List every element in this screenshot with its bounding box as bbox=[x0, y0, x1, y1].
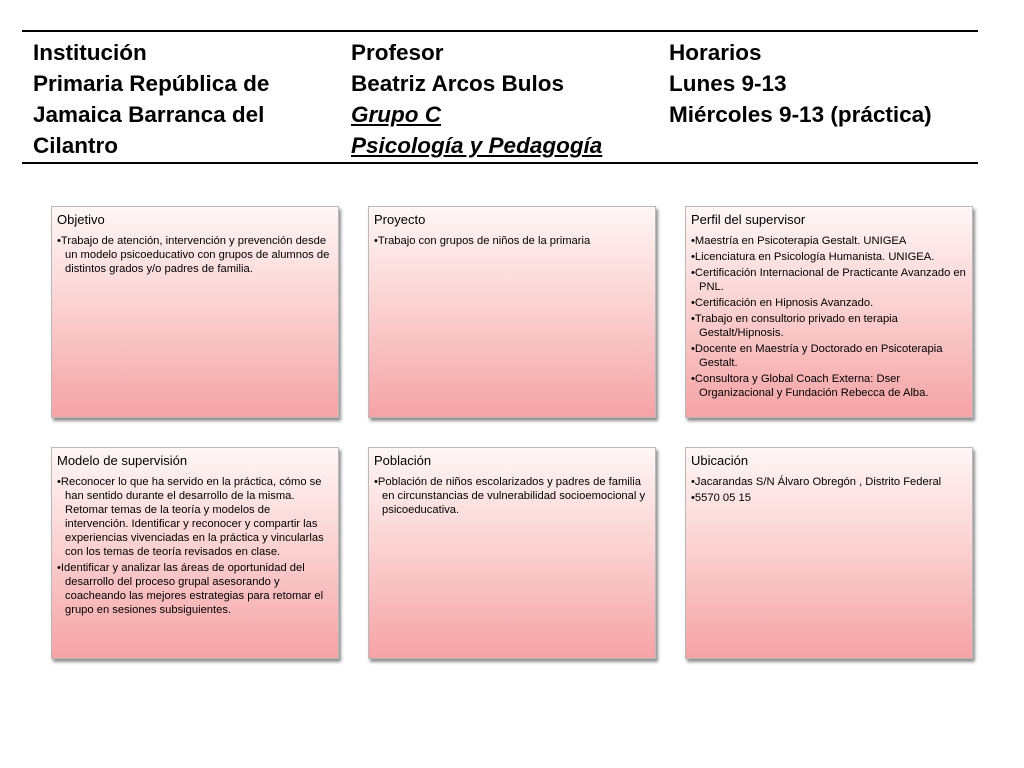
card-title: Ubicación bbox=[691, 453, 749, 468]
card-title: Población bbox=[374, 453, 432, 468]
card-list bbox=[691, 475, 967, 505]
list-item: • Trabajo de atención, intervención y prevención desde un modelo psicoeducativo con grupos de alumnos de distintos grados y/o padres de familia. bbox=[57, 234, 333, 276]
card-list bbox=[57, 475, 333, 617]
header-bottom-rule bbox=[22, 162, 978, 164]
profesor-label: Profesor bbox=[351, 40, 444, 65]
list-item: • Población de niños escolarizados y padres de familia en circunstancias de vulnerabilidad socioemocional y psicoeducativa. bbox=[374, 475, 650, 517]
card-objetivo bbox=[51, 206, 339, 418]
list-item: • Identificar y analizar las áreas de oportunidad del desarrollo del proceso grupal asesorando y coacheando las mejores estrategias para retomar el grupo en sesiones subsiguientes. bbox=[57, 561, 333, 617]
header-horarios bbox=[669, 37, 974, 130]
card-title: Perfil del supervisor bbox=[691, 212, 806, 227]
institucion-line-3: Cilantro bbox=[33, 133, 119, 158]
card-modelo-supervision bbox=[51, 447, 339, 659]
header-top-rule bbox=[22, 30, 978, 32]
list-item: • Maestría en Psicoterapia Gestalt. UNIGEA bbox=[691, 234, 967, 248]
horarios-line-1: Lunes 9-13 bbox=[669, 71, 787, 96]
card-list bbox=[57, 234, 333, 276]
list-item: • Trabajo en consultorio privado en terapia Gestalt/Hipnosis. bbox=[691, 312, 967, 340]
card-perfil-supervisor bbox=[685, 206, 973, 418]
list-item: • Jacarandas S/N Álvaro Obregón , Distrito Federal bbox=[691, 475, 967, 489]
card-list bbox=[374, 475, 650, 517]
horarios-label: Horarios bbox=[669, 40, 762, 65]
profesor-name: Beatriz Arcos Bulos bbox=[351, 71, 564, 96]
card-poblacion bbox=[368, 447, 656, 659]
card-ubicacion bbox=[685, 447, 973, 659]
list-item: • Licenciatura en Psicología Humanista. UNIGEA. bbox=[691, 250, 967, 264]
list-item: • Certificación Internacional de Practicante Avanzado en PNL. bbox=[691, 266, 967, 294]
header-profesor bbox=[351, 37, 661, 161]
institucion-line-2: Jamaica Barranca del bbox=[33, 102, 265, 127]
list-item: • Certificación en Hipnosis Avanzado. bbox=[691, 296, 967, 310]
institucion-line-1: Primaria República de bbox=[33, 71, 270, 96]
list-item: • Docente en Maestría y Doctorado en Psicoterapia Gestalt. bbox=[691, 342, 967, 370]
profesor-subject: Psicología y Pedagogía bbox=[351, 133, 603, 158]
list-item: • Trabajo con grupos de niños de la primaria bbox=[374, 234, 650, 248]
card-title: Proyecto bbox=[374, 212, 426, 227]
card-list bbox=[691, 234, 967, 400]
card-proyecto bbox=[368, 206, 656, 418]
card-list bbox=[374, 234, 650, 248]
list-item: • Consultora y Global Coach Externa: Dser Organizacional y Fundación Rebecca de Alba. bbox=[691, 372, 967, 400]
card-title: Objetivo bbox=[57, 212, 105, 227]
header-institucion bbox=[33, 37, 333, 161]
institucion-label: Institución bbox=[33, 40, 147, 65]
list-item: • Reconocer lo que ha servido en la práctica, cómo se han sentido durante el desarrollo de la misma. Retomar temas de la teoría y modelos de intervención. Identificar y reconocer y compartir las experiencias vivenciadas en la práctica y vincularlas con los temas de teoría revisados en clase. bbox=[57, 475, 333, 559]
profesor-group: Grupo C bbox=[351, 102, 441, 127]
horarios-line-2: Miércoles 9-13 (práctica) bbox=[669, 102, 932, 127]
list-item: • 5570 05 15 bbox=[691, 491, 967, 505]
card-title: Modelo de supervisión bbox=[57, 453, 188, 468]
